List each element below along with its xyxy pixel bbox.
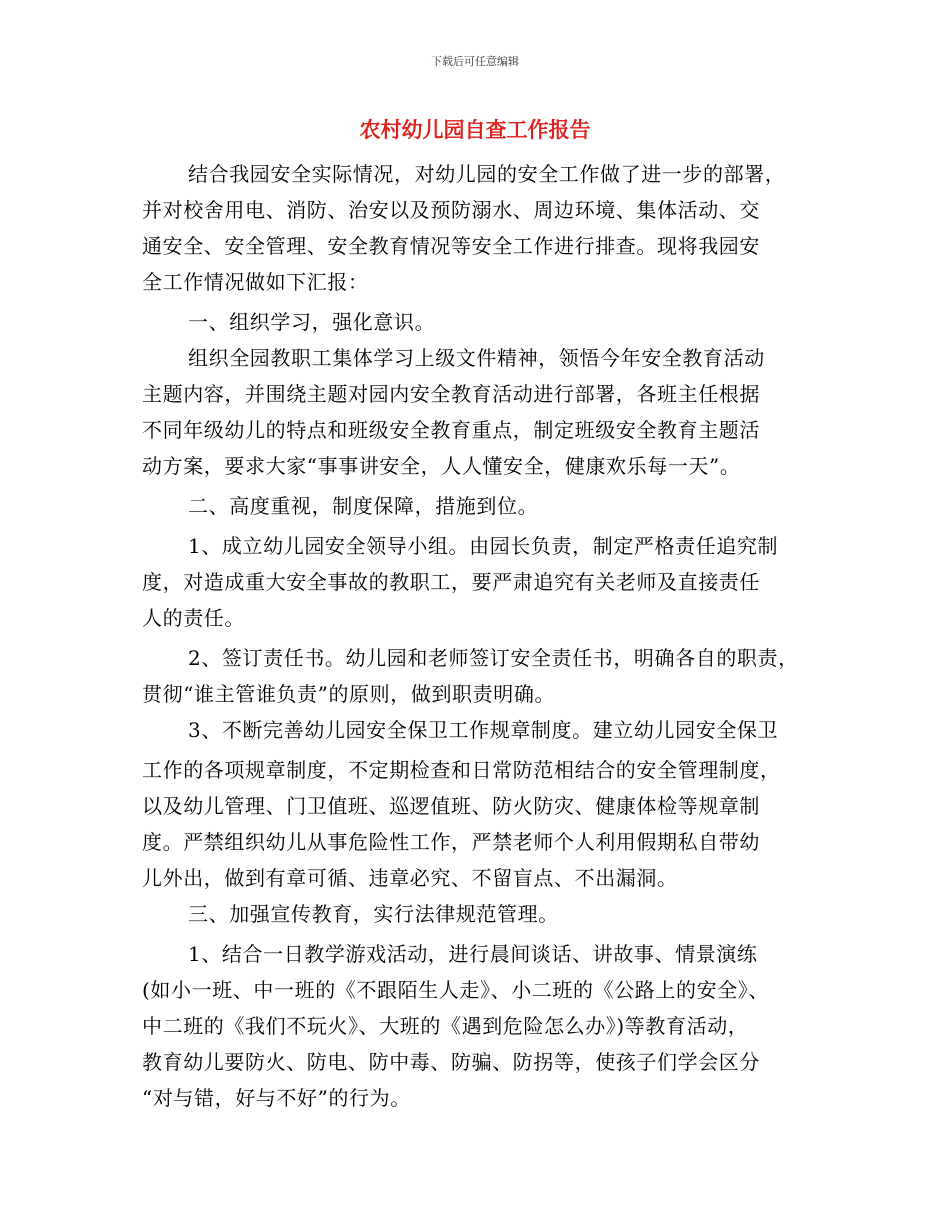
text-line: 以及幼儿管理、门卫值班、巡逻值班、防火防灾、健康体检等规章制 [142,794,760,818]
text-line: 度。严禁组织幼儿从事危险性工作，严禁老师个人利用假期私自带幼 [142,830,760,854]
section-heading: 一、组织学习，强化意识。 [188,310,436,334]
section-heading: 三、加强宣传教育，实行法律规范管理。 [188,902,559,926]
text-line: 教育幼儿要防火、防电、防中毒、防骗、防拐等，使孩子们学会区分 [142,1050,760,1074]
text-line: (如小一班、中一班的《不跟陌生人走》、小二班的《公路上的安全》、 [142,978,770,1002]
text-line: 中二班的《我们不玩火》、大班的《遇到危险怎么办》)等教育活动， [142,1014,749,1038]
text-line: 1、成立幼儿园安全领导小组。由园长负责，制定严格责任追究制 [188,534,779,558]
text-line: 全工作情况做如下汇报： [142,270,369,294]
text-line: 2、签订责任书。幼儿园和老师签订安全责任书，明确各自的职责， [188,646,799,670]
text-line: 动方案，要求大家“事事讲安全，人人懂安全，健康欢乐每一天”。 [142,454,741,478]
text-line: 人的责任。 [142,606,245,630]
text-line: 主题内容，并围绕主题对园内安全教育活动进行部署，各班主任根据 [142,382,760,406]
text-line: 组织全园教职工集体学习上级文件精神，领悟今年安全教育活动 [188,346,765,370]
text-line: 结合我园安全实际情况，对幼儿园的安全工作做了进一步的部署， [188,162,786,186]
text-line: 1、结合一日教学游戏活动，进行晨间谈话、讲故事、情景演练 [188,942,758,966]
text-line: 儿外出，做到有章可循、违章必究、不留盲点、不出漏洞。 [142,866,678,890]
text-line: 工作的各项规章制度，不定期检查和日常防范相结合的安全管理制度， [142,758,781,782]
text-line: 3、不断完善幼儿园安全保卫工作规章制度。建立幼儿园安全保卫 [188,718,779,742]
text-line: 并对校舍用电、消防、治安以及预防溺水、周边环境、集体活动、交 [142,198,760,222]
text-line: 贯彻“谁主管谁负责”的原则，做到职责明确。 [142,682,556,706]
text-line: 度，对造成重大安全事故的教职工，要严肃追究有关老师及直接责任 [142,570,760,594]
document-title: 农村幼儿园自查工作报告 [359,118,591,142]
page-header: 下载后可任意编辑 [431,55,519,68]
text-line: 不同年级幼儿的特点和班级安全教育重点，制定班级安全教育主题活 [142,418,760,442]
text-line: 通安全、安全管理、安全教育情况等安全工作进行排查。现将我园安 [142,234,760,258]
section-heading: 二、高度重视，制度保障，措施到位。 [188,494,539,518]
text-line: “对与错，好与不好”的行为。 [142,1086,411,1110]
